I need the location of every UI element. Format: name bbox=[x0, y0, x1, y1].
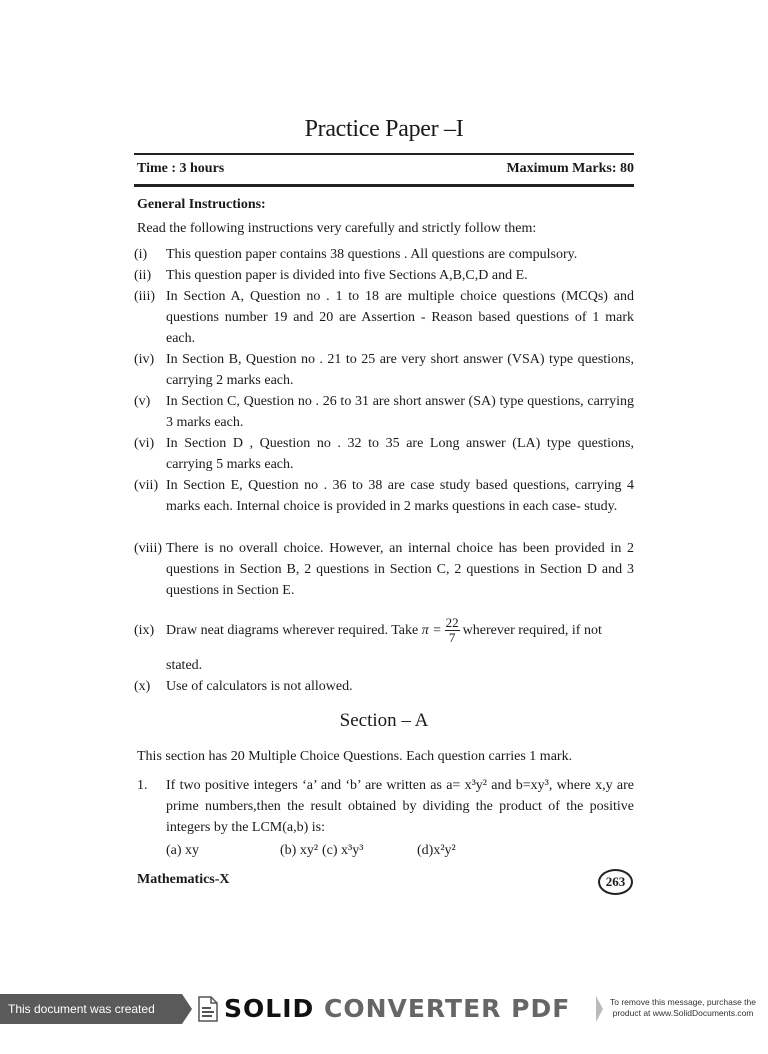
brand-logo bbox=[224, 995, 570, 1023]
instruction-number: (vii) bbox=[134, 478, 159, 493]
instruction-text: In Section A, Question no . 1 to 18 are multiple choice questions (MCQs) and questions number 19 and 20 are Assertion - Reason based questions of 1 mark each. bbox=[166, 289, 634, 346]
instruction-item bbox=[134, 265, 634, 286]
instruction-item bbox=[134, 244, 634, 265]
instruction-number: (vi) bbox=[134, 436, 155, 451]
instructions-heading: General Instructions: bbox=[137, 197, 266, 212]
exam-meta bbox=[137, 161, 634, 177]
instruction-text: Draw neat diagrams wherever required. Take bbox=[166, 623, 419, 638]
instruction-text: In Section B, Question no . 21 to 25 are very short answer (VSA) type questions, carrying 2 marks each. bbox=[166, 352, 634, 388]
question-text: If two positive integers ‘a’ and ‘b’ are written as a= x³y² and b=xy³, where x,y are prime numbers,then the result obtained by dividing the product of the positive integers by the LCM(a,b) is: bbox=[166, 778, 634, 835]
instruction-text: In Section E, Question no . 36 to 38 are case study based questions, carrying 4 marks each. Internal choice is provided in 2 marks questions in each case- study. bbox=[166, 478, 634, 514]
option-d: (d)x²y² bbox=[417, 843, 456, 858]
instruction-item bbox=[134, 433, 634, 475]
banner-note-line1: To remove this message, purchase the bbox=[610, 997, 756, 1007]
brand-solid: SOLID bbox=[224, 994, 315, 1023]
fraction-numerator: 22 bbox=[445, 615, 459, 631]
instruction-text: In Section C, Question no . 26 to 31 are short answer (SA) type questions, carrying 3 marks each. bbox=[166, 394, 634, 430]
instruction-text: There is no overall choice. However, an internal choice has been provided in 2 questions in Section B, 2 questions in Section C, 2 questions in Section D and 3 questions in Section E. bbox=[166, 541, 634, 598]
instruction-item bbox=[134, 475, 634, 517]
section-intro: This section has 20 Multiple Choice Questions. Each question carries 1 mark. bbox=[137, 749, 573, 764]
instruction-text-cont: stated. bbox=[166, 658, 203, 673]
instruction-item bbox=[134, 286, 634, 349]
fraction-denominator: 7 bbox=[448, 630, 456, 646]
converter-banner bbox=[0, 994, 768, 1046]
option-b: (b) xy² bbox=[280, 843, 319, 858]
page-number: 263 bbox=[598, 869, 633, 895]
exam-duration: Time : 3 hours bbox=[137, 161, 225, 176]
banner-created-text: This document was created using bbox=[0, 994, 182, 1024]
page-title: Practice Paper –I bbox=[304, 116, 464, 142]
exam-max-marks: Maximum Marks: 80 bbox=[506, 161, 634, 176]
document-icon bbox=[197, 996, 219, 1022]
instruction-number: (viii) bbox=[134, 541, 162, 556]
pi-fraction bbox=[445, 616, 460, 645]
banner-note-line2: product at www.SolidDocuments.com bbox=[612, 1008, 754, 1018]
instructions-intro: Read the following instructions very carefully and strictly follow them: bbox=[137, 221, 537, 236]
brand-pdf: PDF bbox=[511, 994, 571, 1023]
option-c: (c) x³y³ bbox=[322, 843, 364, 858]
banner-purchase-note[interactable] bbox=[603, 997, 763, 1019]
question-number: 1. bbox=[137, 778, 148, 793]
instruction-text: In Section D , Question no . 32 to 35 are Long answer (LA) type questions, carrying 5 marks each. bbox=[166, 436, 634, 472]
instruction-item bbox=[134, 391, 634, 433]
question-item bbox=[137, 775, 634, 838]
banner-separator-icon bbox=[596, 996, 603, 1022]
instruction-item bbox=[134, 538, 634, 601]
instruction-item bbox=[134, 349, 634, 391]
instruction-number: (ix) bbox=[134, 623, 155, 638]
instruction-text: This question paper is divided into five Sections A,B,C,D and E. bbox=[166, 268, 528, 283]
instruction-number: (i) bbox=[134, 247, 148, 262]
header-rule-top bbox=[134, 153, 634, 155]
footer-subject: Mathematics-X bbox=[137, 872, 230, 887]
banner-arrow bbox=[182, 994, 192, 1024]
pi-symbol: π = bbox=[421, 623, 442, 638]
option-a: (a) xy bbox=[166, 843, 200, 858]
instruction-number: (iv) bbox=[134, 352, 155, 367]
section-heading: Section – A bbox=[339, 710, 429, 731]
instruction-text-after: wherever required, if not bbox=[462, 623, 602, 638]
instruction-number: (x) bbox=[134, 679, 151, 694]
instruction-continuation bbox=[134, 655, 634, 676]
instruction-text: This question paper contains 38 questions . All questions are compulsory. bbox=[166, 247, 578, 262]
header-rule-bottom bbox=[134, 184, 634, 187]
instruction-number: (v) bbox=[134, 394, 151, 409]
instruction-number: (iii) bbox=[134, 289, 155, 304]
instruction-item-pi bbox=[134, 612, 634, 650]
instruction-text: Use of calculators is not allowed. bbox=[166, 679, 353, 694]
instruction-item bbox=[134, 676, 634, 697]
instruction-number: (ii) bbox=[134, 268, 152, 283]
brand-converter: CONVERTER bbox=[323, 994, 502, 1023]
